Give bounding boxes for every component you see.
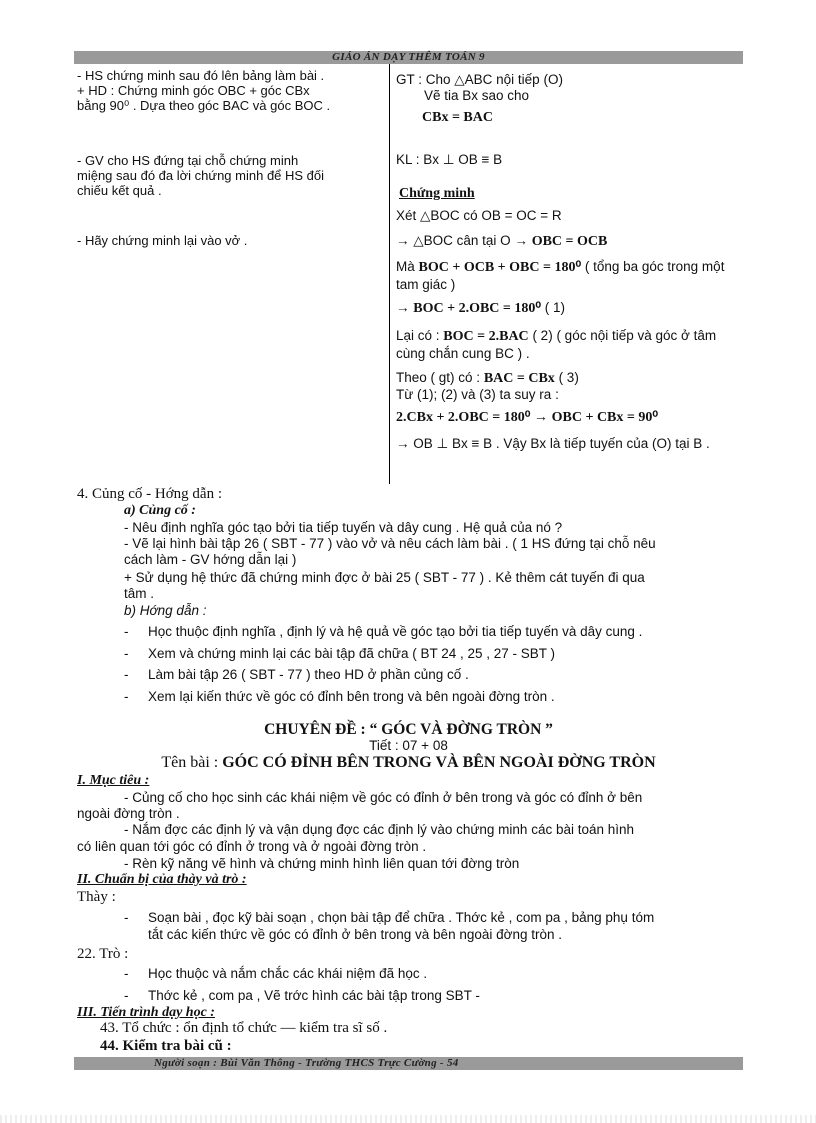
s2-r1-text: Học thuộc và nắm chắc các khái niệm đã học . (148, 966, 428, 981)
s3-i43: 43. Tổ chức : ổn định tổ chức — kiểm tra sĩ số . (100, 1020, 388, 1036)
s2-r2-text: Thớc kẻ , com pa , Vẽ trớc hình các bài tập trong SBT - (148, 988, 480, 1003)
s4-a2: - Vẽ lại hình bài tập 26 ( SBT - 77 ) vào vở và nêu cách làm bài . ( 1 HS đứng tại chỗ nêu (124, 536, 656, 551)
proof-line-10 (396, 409, 791, 426)
s2-t1b: tắt các kiến thức về góc có đỉnh ở bên trong và bên ngoài đờng tròn . (148, 927, 562, 942)
left-line-5: miệng sau đó đa lời chứng minh để HS đối (77, 168, 325, 183)
proof-line-2a: → △BOC cân tại O → (396, 233, 528, 248)
s3-i44: 44. Kiểm tra bài cũ : (100, 1038, 232, 1054)
left-line-6: chiếu kết quả . (77, 183, 162, 198)
left-line-7: - Hãy chứng minh lại vào vở . (77, 233, 248, 248)
proof-line-2b: OBC = OCB (531, 234, 608, 249)
s4-b2: - Xem và chứng minh lại các bài tập đã chữa ( BT 24 , 25 , 27 - SBT ) (124, 646, 556, 661)
proof-line-6a: Lại có : (396, 328, 440, 343)
proof-line-7: cùng chắn cung BC ) . (396, 346, 530, 361)
s4-b4: - Xem lại kiến thức về góc có đỉnh bên trong và bên ngoài đờng tròn . (124, 689, 555, 704)
proof-line-6 (396, 328, 791, 345)
proof-line-9: Từ (1); (2) và (3) ta suy ra : (396, 387, 559, 402)
proof-line-3b: BOC + OCB + OBC = 180⁰ (418, 260, 582, 275)
s2-r1: - Học thuộc và nắm chắc các khái niệm đã học . (124, 966, 428, 981)
tenbai-label: Tên bài : (161, 754, 219, 771)
s2-t1: - Soạn bài , đọc kỹ bài soạn , chọn bài tập để chữa . Thớc kẻ , com pa , bảng phụ tóm (124, 910, 655, 925)
s4-a1: - Nêu định nghĩa góc tạo bởi tia tiếp tuyến và dây cung . Hệ quả của nó ? (124, 520, 563, 535)
s4-b2-text: Xem và chứng minh lại các bài tập đã chữa ( BT 24 , 25 , 27 - SBT ) (148, 646, 556, 661)
section-4b-title: b) Hớng dẫn : (124, 603, 207, 618)
proof-line-4: tam giác ) (396, 277, 456, 292)
section-4-title: 4. Củng cố - Hớng dẫn : (77, 486, 222, 502)
section-4a-title: a) Củng cố : (124, 503, 196, 518)
proof-line-5a: → (396, 300, 410, 315)
footer-text: Người soạn : Bùi Văn Thông - Trường THCS Trực Cường - 54 (154, 1057, 459, 1069)
s4-a5: tâm . (124, 586, 155, 601)
chuyende-title: CHUYÊN ĐỀ : “ GÓC VÀ ĐỜNG TRÒN ” (264, 721, 553, 738)
tro-label: 22. Trò : (77, 946, 129, 962)
proof-line-8 (396, 370, 791, 387)
gt-line-2: Vẽ tia Bx sao cho (424, 88, 530, 103)
s4-b1-text: Học thuộc định nghĩa , định lý và hệ quả về góc tạo bởi tia tiếp tuyến và dây cung . (148, 624, 643, 639)
left-column (77, 68, 382, 113)
right-column (396, 72, 791, 126)
proof-line-8c: ( 3) (558, 370, 579, 385)
proof-line-3 (396, 259, 791, 276)
s1-p2b: có liên quan tới góc có đỉnh ở trong và ở ngoài đờng tròn . (77, 839, 427, 854)
section-2-title: II. Chuẩn bị của thày và trò : (77, 872, 247, 887)
gt-line-1: GT : Cho △ABC nội tiếp (O) (396, 72, 563, 87)
left-line-3: bằng 90⁰ . Dựa theo góc BAC và góc BOC . (77, 98, 331, 113)
proof-line-3c: ( tổng ba góc trong một (584, 259, 725, 274)
gt-line-3: CBx = BAC (422, 110, 493, 125)
page-edge (0, 1115, 816, 1123)
s2-r2: - Thớc kẻ , com pa , Vẽ trớc hình các bài tập trong SBT - (124, 988, 480, 1003)
proof-line-2 (396, 233, 791, 250)
s4-b3: - Làm bài tập 26 ( SBT - 77 ) theo HD ở phần củng cố . (124, 667, 469, 682)
s1-p3: - Rèn kỹ năng vẽ hình và chứng minh hình liên quan tới đờng tròn (124, 856, 520, 871)
left-line-4: - GV cho HS đứng tại chỗ chứng minh (77, 153, 299, 168)
proof-line-6b: BOC = 2.BAC (443, 329, 529, 344)
kl-line: KL : Bx ⊥ OB ≡ B (396, 152, 503, 167)
proof-line-8a: Theo ( gt) có : (396, 370, 481, 385)
s1-p1: - Củng cố cho học sinh các khái niệm về góc có đỉnh ở bên trong và góc có đỉnh ở bên (124, 790, 643, 805)
tiet-line: Tiết : 07 + 08 (369, 738, 448, 753)
header-bar (74, 51, 743, 64)
tenbai-line (74, 754, 743, 772)
proof-line-5b: BOC + 2.OBC = 180⁰ (413, 301, 542, 316)
section-1-title: I. Mục tiêu : (77, 773, 150, 788)
s4-b4-text: Xem lại kiến thức về góc có đỉnh bên trong và bên ngoài đờng tròn . (148, 689, 555, 704)
s1-p2: - Nắm đợc các định lý và vận dụng đợc các định lý vào chứng minh các bài toán hình (124, 822, 635, 837)
proof-line-1: Xét △BOC có OB = OC = R (396, 208, 562, 223)
s2-t1-text: Soạn bài , đọc kỹ bài soạn , chọn bài tập để chữa . Thớc kẻ , com pa , bảng phụ tóm (148, 910, 655, 925)
proof-line-5 (396, 300, 791, 317)
left-column-2 (77, 153, 382, 198)
proof-line-6c: ( 2) ( góc nội tiếp và góc ở tâm (532, 328, 717, 343)
thay-label: Thày : (77, 889, 116, 905)
proof-line-3a: Mà (396, 259, 415, 274)
section-3-title: III. Tiến trình dạy học : (77, 1005, 215, 1020)
left-line-2: + HD : Chứng minh góc OBC + góc CBx (77, 83, 310, 98)
proof-line-5c: ( 1) (544, 300, 566, 315)
proof-line-10a: 2.CBx + 2.OBC = 180⁰ → (396, 410, 548, 425)
s4-a4: + Sử dụng hệ thức đã chứng minh đợc ở bài 25 ( SBT - 77 ) . Kẻ thêm cát tuyến đi qua (124, 570, 645, 585)
column-divider (389, 64, 390, 484)
left-column-3 (77, 233, 382, 248)
proof-line-8b: BAC = CBx (483, 371, 555, 386)
s4-a3: cách làm - GV hớng dẫn lại ) (124, 552, 297, 567)
s1-p1b: ngoài đờng tròn . (77, 806, 180, 821)
header-text: GIÁO ÁN DẠY THÊM TOÁN 9 (332, 51, 485, 63)
s4-b1: - Học thuộc định nghĩa , định lý và hệ quả về góc tạo bởi tia tiếp tuyến và dây cung . (124, 624, 643, 639)
proof-line-10b: OBC + CBx = 90⁰ (551, 410, 658, 425)
proof-line-11: → OB ⊥ Bx ≡ B . Vậy Bx là tiếp tuyến của (O) tại B . (396, 436, 710, 451)
tenbai-title: GÓC CÓ ĐỈNH BÊN TRONG VÀ BÊN NGOÀI ĐỜNG TRÒN (222, 754, 656, 771)
s4-b3-text: Làm bài tập 26 ( SBT - 77 ) theo HD ở phần củng cố . (148, 667, 469, 682)
proof-title: Chứng minh (399, 186, 475, 201)
left-line-1: - HS chứng minh sau đó lên bảng làm bài . (77, 68, 325, 83)
footer-bar (74, 1057, 743, 1070)
